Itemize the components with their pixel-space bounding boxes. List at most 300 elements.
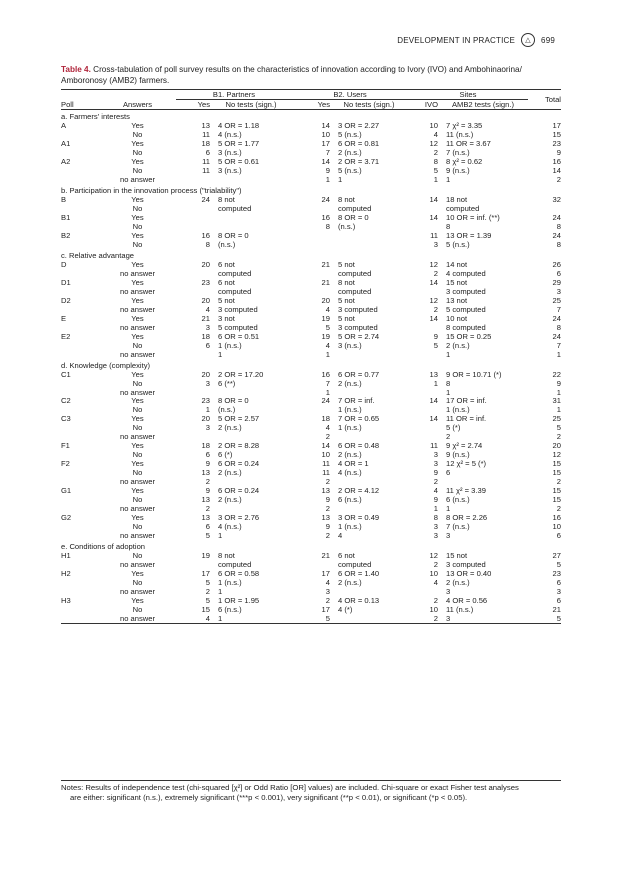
total-cell: 22: [552, 369, 561, 379]
poll-cell: F2: [61, 459, 70, 469]
b1-no-tests-cell: computed: [218, 560, 252, 570]
ivo-cell: 14: [429, 396, 438, 406]
cross-tabulation-table: [61, 89, 561, 624]
table-row: [61, 148, 561, 157]
ivo-cell: 12: [429, 138, 438, 148]
b2-yes-cell: 14: [321, 156, 330, 166]
b1-no-tests-cell: 2 OR = 17.20: [218, 369, 264, 379]
b2-no-tests-cell: 1 (n.s.): [338, 405, 362, 415]
b1-yes-cell: 21: [201, 313, 210, 323]
amb2-tests-cell: 8 computed: [446, 322, 486, 332]
b2-no-tests-cell: 4 (*): [338, 605, 353, 615]
b2-no-tests-cell: 2 OR = 3.71: [338, 156, 380, 166]
answer-cell: No: [132, 203, 143, 213]
poll-cell: B1: [61, 212, 71, 222]
total-cell: 2: [556, 504, 561, 514]
b2-no-tests-cell: [330, 477, 408, 486]
amb2-tests-cell: 1: [446, 174, 451, 184]
answer-cell: No: [132, 578, 143, 588]
total-cell: 1: [556, 405, 561, 415]
table-row: [61, 240, 561, 249]
section-heading-row: [61, 359, 561, 370]
notes-line-1: Notes: Results of independence test (chi-squared [χ²] or Odd Ratio [OR] values) are included. Chi-square or exact Fisher test analyses: [61, 783, 519, 792]
ivo-cell: [408, 405, 438, 414]
answer-cell: no answer: [119, 286, 156, 296]
answer-cell: No: [132, 551, 143, 561]
poll-cell: [61, 423, 99, 432]
b1-no-tests-cell: 1 (n.s.): [218, 340, 242, 350]
ivo-cell: [408, 204, 438, 213]
answer-cell: Yes: [131, 212, 144, 222]
poll-cell: [61, 504, 99, 513]
b1-yes-cell: 13: [201, 495, 210, 505]
answer-cell: no answer: [119, 349, 156, 359]
amb2-tests-cell: 3: [446, 531, 451, 541]
b1-no-tests-cell: 3 (n.s.): [218, 147, 242, 157]
ivo-cell: 10: [429, 569, 438, 579]
b2-yes-cell: 17: [321, 138, 330, 148]
table-row: [61, 278, 561, 287]
ivo-cell: 2: [433, 147, 438, 157]
ivo-cell: 12: [429, 259, 438, 269]
ivo-cell: 2: [433, 560, 438, 570]
ivo-cell: 13: [429, 369, 438, 379]
amb2-tests-cell: 9 (n.s.): [446, 165, 470, 175]
table-row: [61, 405, 561, 414]
answer-cell: Yes: [131, 513, 144, 523]
table-row: [61, 396, 561, 405]
b2-no-tests-cell: 5 OR = 2.74: [338, 331, 380, 341]
b1-no-tests-cell: 2 OR = 8.28: [218, 441, 260, 451]
answer-cell: No: [132, 165, 143, 175]
amb2-tests-cell: 11 χ² = 3.39: [446, 486, 486, 496]
ivo-cell: 11: [430, 230, 438, 240]
ivo-cell: 10: [429, 120, 438, 130]
b2-no-tests-cell: 3 computed: [338, 304, 378, 314]
ivo-cell: 9: [433, 495, 438, 505]
table-row: [61, 614, 561, 623]
b1-no-tests-cell: 3 computed: [218, 304, 258, 314]
answer-cell: Yes: [131, 259, 144, 269]
ivo-cell: 9: [433, 331, 438, 341]
amb2-tests-cell: [438, 477, 528, 486]
ivo-cell: 8: [433, 513, 438, 523]
b2-no-tests-cell: 1: [338, 174, 343, 184]
amb2-tests-cell: 1: [446, 504, 451, 514]
answer-cell: No: [132, 468, 143, 478]
total-cell: 24: [552, 313, 561, 323]
b1-yes-cell: [176, 560, 210, 569]
answer-cell: No: [132, 129, 143, 139]
ivo-cell: 1: [433, 504, 438, 514]
b1-yes-cell: 18: [201, 138, 210, 148]
b2-no-tests-cell: 4: [338, 531, 343, 541]
b2-yes-cell: 4: [325, 304, 330, 314]
b1-no-tests-cell: (n.s.): [218, 405, 236, 415]
b2-no-tests-cell: 3 OR = 2.27: [338, 120, 380, 130]
amb2-tests-cell: 3 computed: [446, 560, 486, 570]
b2-yes-cell: [292, 405, 330, 414]
ivo-cell: 4: [433, 486, 438, 496]
section-title: d. Knowledge (complexity): [61, 360, 151, 370]
total-cell: 8: [556, 239, 561, 249]
b1-yes-cell: 11: [202, 165, 210, 175]
b2-yes-cell: [292, 204, 330, 213]
ivo-cell: [408, 287, 438, 296]
answer-cell: Yes: [131, 277, 144, 287]
b2-yes-cell: 11: [322, 468, 330, 478]
poll-cell: A1: [61, 138, 71, 148]
b1-no-tests-cell: 6 (**): [218, 378, 236, 388]
poll-cell: [61, 432, 99, 441]
table-row: [61, 486, 561, 495]
b1-yes-cell: 3: [205, 423, 210, 433]
amb2-tests-cell: 2 (n.s.): [446, 578, 470, 588]
b2-no-tests-cell: [330, 614, 408, 623]
b1-yes-cell: 13: [201, 513, 210, 523]
b1-no-tests-cell: 4 (n.s.): [218, 129, 242, 139]
answer-cell: Yes: [131, 331, 144, 341]
ivo-cell: [408, 222, 438, 231]
amb2-tests-cell: 13 not: [446, 295, 468, 305]
b1-no-tests-cell: 1 (n.s.): [218, 578, 242, 588]
total-cell: 5: [556, 614, 561, 624]
answer-cell: Yes: [131, 596, 144, 606]
b1-yes-cell: 23: [201, 277, 210, 287]
journal-logo-icon: △: [521, 33, 535, 47]
total-cell: 20: [552, 441, 561, 451]
b2-yes-cell: 5: [325, 614, 330, 624]
amb2-tests-cell: 7 χ² = 3.35: [446, 120, 483, 130]
table-row: [61, 204, 561, 213]
poll-cell: [61, 450, 99, 459]
b2-yes-cell: [292, 240, 330, 249]
b2-yes-cell: 10: [321, 129, 330, 139]
total-cell: 8: [556, 322, 561, 332]
ivo-cell: [408, 350, 438, 359]
answer-cell: no answer: [119, 387, 156, 397]
ivo-cell: 3: [433, 239, 438, 249]
amb2-tests-cell: 15 not: [446, 277, 468, 287]
b2-yes-cell: 1: [325, 174, 330, 184]
table-body: [61, 109, 561, 623]
table-row: [61, 305, 561, 314]
b1-no-tests-cell: 1: [218, 349, 223, 359]
total-cell: 5: [556, 560, 561, 570]
table-row: [61, 139, 561, 148]
table-row: [61, 531, 561, 540]
ivo-cell: 11: [430, 441, 438, 451]
page-number: 699: [541, 35, 555, 45]
answer-cell: Yes: [131, 396, 144, 406]
b2-yes-cell: [292, 287, 330, 296]
amb2-tests-cell: 15 not: [446, 551, 468, 561]
amb2-tests-cell: 8: [446, 378, 451, 388]
b1-yes-cell: 11: [202, 156, 210, 166]
total-cell: 3: [556, 587, 561, 597]
poll-cell: [61, 531, 99, 540]
b1-yes-cell: 6: [205, 522, 210, 532]
b2-no-tests-cell: 2 (n.s.): [338, 378, 362, 388]
b1-yes-cell: 11: [202, 129, 210, 139]
ivo-cell: [408, 323, 438, 332]
total-cell: 23: [552, 569, 561, 579]
poll-cell: C1: [61, 369, 71, 379]
ivo-cell: 14: [429, 313, 438, 323]
b2-yes-cell: 9: [325, 165, 330, 175]
b1-yes-cell: 6: [205, 450, 210, 460]
b2-yes-cell: 13: [321, 513, 330, 523]
b2-no-tests-cell: [330, 240, 408, 249]
poll-cell: [61, 388, 99, 397]
total-cell: 1: [556, 349, 561, 359]
b1-yes-cell: [176, 213, 210, 222]
answer-cell: no answer: [119, 268, 156, 278]
amb2-tests-cell: 11 (n.s.): [446, 605, 474, 615]
ivo-cell: 5: [433, 340, 438, 350]
total-cell: 7: [556, 340, 561, 350]
answer-cell: Yes: [131, 138, 144, 148]
total-cell: 31: [552, 396, 561, 406]
amb2-tests-cell: 12 χ² = 5 (*): [446, 459, 487, 469]
b2-no-tests-cell: 1 (n.s.): [338, 423, 362, 433]
b1-no-tests-cell: 2 (n.s.): [218, 495, 242, 505]
table-row: [61, 423, 561, 432]
b1-yes-cell: 20: [201, 369, 210, 379]
poll-cell: [61, 204, 99, 213]
poll-cell: G1: [61, 486, 72, 496]
b2-yes-cell: 8: [325, 221, 330, 231]
ivo-cell: 8: [433, 156, 438, 166]
table-row: [61, 450, 561, 459]
b1-yes-cell: 3: [205, 378, 210, 388]
ivo-cell: 12: [429, 295, 438, 305]
b1-no-tests-cell: 6 (n.s.): [218, 605, 242, 615]
b2-yes-cell: 1: [325, 387, 330, 397]
b1-no-tests-cell: 4 (n.s.): [218, 522, 242, 532]
section-heading-row: [61, 184, 561, 195]
amb2-tests-cell: 1: [446, 387, 451, 397]
b1-no-tests-cell: 5 OR = 2.57: [218, 414, 260, 424]
amb2-tests-cell: 6 (n.s.): [446, 495, 470, 505]
poll-cell: [61, 240, 99, 249]
poll-cell: [61, 269, 99, 278]
b1-no-tests-cell: 2 (n.s.): [218, 468, 242, 478]
table-caption: [61, 64, 561, 86]
b2-no-tests-cell: 2 OR = 4.12: [338, 486, 380, 496]
answer-cell: Yes: [131, 194, 144, 204]
table-row: [61, 605, 561, 614]
ivo-cell: 3: [433, 459, 438, 469]
total-cell: 6: [556, 578, 561, 588]
table-label: Table 4.: [61, 65, 91, 74]
answer-cell: No: [132, 378, 143, 388]
b1-yes-cell: 5: [205, 531, 210, 541]
amb2-tests-cell: 18 not: [446, 194, 468, 204]
amb2-tests-cell: 9 OR = 10.71 (*): [446, 369, 502, 379]
b1-no-tests-cell: 5 computed: [218, 322, 258, 332]
b2-no-tests-cell: 8 OR = 0: [338, 212, 369, 222]
b1-yes-cell: 5: [205, 596, 210, 606]
poll-cell: D1: [61, 277, 71, 287]
b1-yes-cell: 4: [205, 304, 210, 314]
b1-yes-cell: 4: [205, 614, 210, 624]
ivo-cell: 2: [433, 614, 438, 624]
b2-no-tests-cell: 6 OR = 0.81: [338, 138, 380, 148]
b2-yes-cell: 9: [325, 495, 330, 505]
answer-cell: Yes: [131, 414, 144, 424]
group-sites-header: Sites: [408, 90, 528, 100]
b1-yes-cell: 13: [201, 468, 210, 478]
b2-no-tests-cell: 3 computed: [338, 322, 378, 332]
answer-cell: No: [132, 522, 143, 532]
b1-yes-cell: 19: [201, 551, 210, 561]
b1-yes-cell: [176, 287, 210, 296]
b2-yes-cell: 16: [321, 369, 330, 379]
b1-yes-cell: 20: [201, 295, 210, 305]
amb2-tests-cell: computed: [446, 203, 480, 213]
amb2-tests-cell: 4 computed: [446, 268, 486, 278]
answer-cell: No: [132, 605, 143, 615]
poll-cell: [61, 405, 99, 414]
b1-yes-cell: [176, 350, 210, 359]
b2-yes-cell: 13: [321, 486, 330, 496]
group-b1-header: B1. Partners: [176, 90, 292, 100]
table-row: [61, 468, 561, 477]
poll-cell: [61, 287, 99, 296]
b1-yes-cell: 1: [205, 405, 210, 415]
b1-yes-cell: 9: [205, 486, 210, 496]
poll-cell: [61, 166, 99, 175]
b2-yes-cell: 4: [325, 423, 330, 433]
table-row: [61, 260, 561, 269]
table-row: [61, 441, 561, 450]
total-cell: 9: [556, 147, 561, 157]
poll-cell: [61, 605, 99, 614]
ivo-cell: 1: [433, 174, 438, 184]
answer-cell: no answer: [119, 432, 156, 442]
answer-cell: Yes: [131, 569, 144, 579]
b1-no-tests-cell: [210, 432, 292, 441]
b2-yes-cell: 24: [321, 396, 330, 406]
total-cell: 3: [556, 286, 561, 296]
table-row: [61, 513, 561, 522]
running-title: DEVELOPMENT IN PRACTICE: [397, 35, 516, 45]
total-cell: 23: [552, 138, 561, 148]
table-row: [61, 432, 561, 441]
b1-no-tests-cell: 8 not: [218, 194, 235, 204]
answer-cell: no answer: [119, 531, 156, 541]
table-row: [61, 213, 561, 222]
b2-no-tests-cell: 2 (n.s.): [338, 147, 362, 157]
answer-cell: Yes: [131, 156, 144, 166]
poll-cell: [61, 495, 99, 504]
poll-cell: [61, 587, 99, 596]
ivo-cell: 10: [429, 605, 438, 615]
answer-cell: Yes: [131, 369, 144, 379]
total-cell: 2: [556, 174, 561, 184]
b2-yes-cell: 17: [321, 605, 330, 615]
b1-no-tests-cell: [210, 175, 292, 184]
poll-cell: [61, 522, 99, 531]
b1-no-tests-cell: 4 OR = 1.18: [218, 120, 260, 130]
amb2-tests-cell: 3: [446, 587, 451, 597]
answer-cell: Yes: [131, 486, 144, 496]
table-row: [61, 578, 561, 587]
total-cell: 24: [552, 212, 561, 222]
poll-cell: [61, 130, 99, 139]
b1-yes-cell: [176, 432, 210, 441]
b2-no-tests-cell: 6 not: [338, 551, 355, 561]
answer-cell: No: [132, 147, 143, 157]
table-row: [61, 587, 561, 596]
ivo-cell: 5: [433, 165, 438, 175]
table-row: [61, 522, 561, 531]
b2-yes-cell: 14: [321, 441, 330, 451]
table-row: [61, 350, 561, 359]
answer-cell: no answer: [119, 174, 156, 184]
answer-cell: no answer: [119, 304, 156, 314]
b2-yes-cell: 2: [325, 504, 330, 514]
total-cell: 15: [552, 459, 561, 469]
b2-no-tests-cell: computed: [338, 560, 372, 570]
ivo-cell: [408, 388, 438, 397]
b2-yes-cell: 21: [321, 277, 330, 287]
poll-cell: [61, 323, 99, 332]
poll-cell: [61, 468, 99, 477]
ivo-header: IVO: [424, 99, 438, 109]
amb2-tests-cell: 7 (n.s.): [446, 147, 470, 157]
b2-no-tests-cell: 6 OR = 0.77: [338, 369, 380, 379]
total-cell: 27: [552, 551, 561, 561]
poll-cell: [61, 350, 99, 359]
b2-yes-cell: 2: [325, 477, 330, 487]
b1-no-tests-cell: 1 OR = 1.95: [218, 596, 260, 606]
total-cell: 9: [556, 378, 561, 388]
column-header-row: [61, 99, 561, 109]
table-row: [61, 222, 561, 231]
b2-no-tests-cell: [330, 231, 408, 240]
answer-cell: no answer: [119, 614, 156, 624]
poll-cell: [61, 614, 99, 623]
table-notes: [61, 780, 561, 803]
b1-no-tests-cell: 5 OR = 1.77: [218, 138, 260, 148]
group-header-row: [61, 90, 561, 100]
answer-cell: Yes: [131, 313, 144, 323]
total-cell: 15: [552, 486, 561, 496]
answer-cell: Yes: [131, 441, 144, 451]
b2-no-tests-cell: 2 (n.s.): [338, 578, 362, 588]
poll-cell: B2: [61, 230, 71, 240]
b2-yes-cell: 19: [321, 331, 330, 341]
total-cell: 29: [552, 277, 561, 287]
section-title: c. Relative advantage: [61, 250, 135, 260]
total-cell: 26: [552, 259, 561, 269]
b1-no-tests-cell: 2 (n.s.): [218, 423, 242, 433]
b1-yes-header: Yes: [197, 99, 210, 109]
answer-cell: Yes: [131, 120, 144, 130]
b2-yes-cell: 5: [325, 322, 330, 332]
b2-yes-cell: 2: [325, 432, 330, 442]
table-row: [61, 332, 561, 341]
table-row: [61, 414, 561, 423]
b1-no-tests-cell: 6 OR = 0.24: [218, 459, 260, 469]
amb2-tests-cell: 11 OR = 3.67: [446, 138, 491, 148]
b2-no-tests-cell: [330, 432, 408, 441]
amb2-tests-cell: 5 (n.s.): [446, 239, 470, 249]
answer-cell: Yes: [131, 459, 144, 469]
b1-yes-cell: [176, 269, 210, 278]
